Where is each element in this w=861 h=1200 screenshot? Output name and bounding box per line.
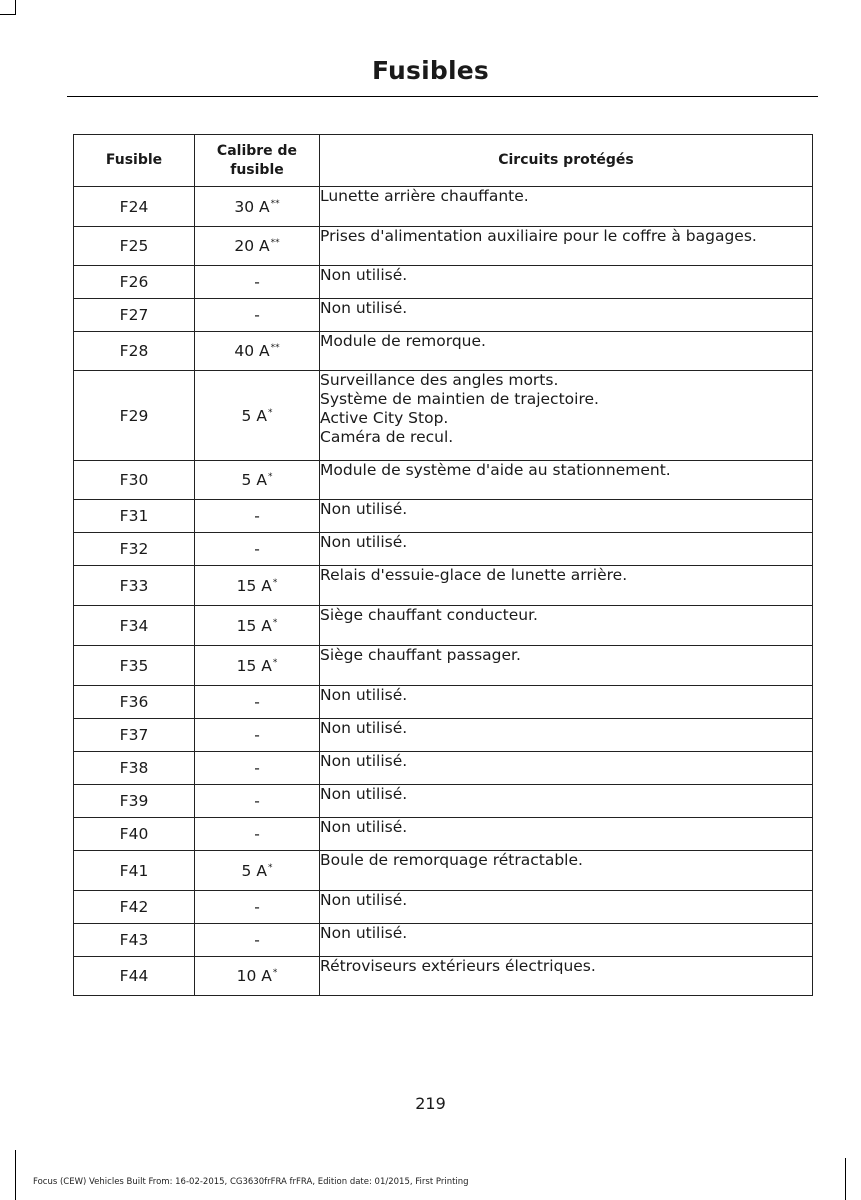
circuit-line: Lunette arrière chauffante. (320, 187, 529, 205)
fuse-id: F35 (74, 646, 195, 686)
table-row (74, 566, 813, 606)
circuits-cell (320, 533, 813, 566)
circuits-cell (320, 686, 813, 719)
circuit-line: Relais d'essuie-glace de lunette arrière. (320, 566, 628, 584)
page-number: 219 (415, 1094, 446, 1113)
rating-footnote-mark: ** (270, 198, 280, 209)
fuse-id: F41 (74, 851, 195, 891)
fuse-rating-cell (195, 500, 320, 533)
fuse-id: F38 (74, 752, 195, 785)
circuit-line: Non utilisé. (320, 924, 408, 942)
fuse-rating: 40 A (234, 342, 270, 360)
table-row (74, 266, 813, 299)
header-rating: Calibre de fusible (195, 135, 320, 187)
circuit-line: Boule de remorquage rétractable. (320, 851, 583, 869)
fuse-id: F43 (74, 924, 195, 957)
circuits-cell (320, 851, 813, 891)
circuit-line: Non utilisé. (320, 299, 408, 317)
table-row (74, 686, 813, 719)
table-row (74, 785, 813, 818)
fuse-rating-cell (195, 646, 320, 686)
table-row (74, 891, 813, 924)
rating-footnote-mark: * (272, 657, 278, 668)
fuse-id: F42 (74, 891, 195, 924)
fuse-rating: - (254, 931, 260, 949)
rating-footnote-mark: * (267, 862, 273, 873)
fuse-id: F29 (74, 371, 195, 461)
circuits-cell (320, 752, 813, 785)
circuits-cell (320, 606, 813, 646)
circuits-cell (320, 719, 813, 752)
fuse-rating: 5 A (241, 406, 267, 425)
circuit-line: Non utilisé. (320, 686, 408, 704)
circuit-line: Prises d'alimentation auxiliaire pour le coffre à bagages. (320, 227, 757, 245)
fuse-rating-cell (195, 533, 320, 566)
rating-footnote-mark: ** (270, 238, 280, 248)
table-row (74, 818, 813, 851)
crop-mark (15, 1150, 16, 1200)
fuse-rating: 30 A (234, 197, 270, 216)
fuse-id: F34 (74, 606, 195, 646)
circuit-line: Caméra de recul. (320, 428, 454, 446)
circuit-line: Non utilisé. (320, 719, 408, 737)
fuse-id: F33 (74, 566, 195, 606)
rating-footnote-mark: * (272, 577, 278, 588)
rating-footnote-mark: * (267, 407, 273, 418)
fuse-rating-cell (195, 924, 320, 957)
title-divider (67, 96, 818, 97)
circuit-line: Non utilisé. (320, 533, 408, 551)
table-row (74, 461, 813, 500)
circuits-cell (320, 566, 813, 606)
fuse-rating-cell (195, 371, 320, 461)
fuse-id: F31 (74, 500, 195, 533)
circuit-line: Non utilisé. (320, 752, 408, 770)
fuse-rating: - (254, 759, 260, 777)
circuits-cell (320, 957, 813, 996)
circuits-cell (320, 891, 813, 924)
fuse-rating: 20 A (234, 237, 270, 255)
fuse-rating-cell (195, 686, 320, 719)
fuse-rating: - (254, 898, 260, 916)
fuse-rating: - (254, 306, 260, 324)
table-row (74, 752, 813, 785)
fuse-rating-cell (195, 752, 320, 785)
fuse-rating-cell (195, 299, 320, 332)
table-row (74, 924, 813, 957)
fuse-rating-cell (195, 719, 320, 752)
page-title: Fusibles (372, 56, 489, 85)
table-header-row (74, 135, 813, 187)
fuse-id: F28 (74, 332, 195, 371)
fuse-id: F39 (74, 785, 195, 818)
table-row (74, 187, 813, 227)
crop-mark (845, 1158, 846, 1200)
fuse-rating-cell (195, 818, 320, 851)
fuse-rating-cell (195, 187, 320, 227)
crop-mark (0, 14, 16, 15)
fuse-table (73, 134, 813, 996)
table-row (74, 851, 813, 891)
crop-mark (15, 0, 16, 14)
table-row (74, 606, 813, 646)
fuse-rating: 10 A (236, 967, 272, 985)
fuse-rating: 15 A (236, 616, 272, 635)
fuse-id: F36 (74, 686, 195, 719)
fuse-rating: 5 A (241, 471, 267, 489)
circuit-line: Surveillance des angles morts. (320, 371, 559, 389)
fuse-id: F27 (74, 299, 195, 332)
table-row (74, 332, 813, 371)
fuse-rating-cell (195, 957, 320, 996)
table-row (74, 500, 813, 533)
circuit-line: Siège chauffant conducteur. (320, 606, 538, 624)
circuit-line: Non utilisé. (320, 818, 408, 836)
fuse-rating-cell (195, 266, 320, 299)
circuit-line: Module de remorque. (320, 332, 486, 350)
fuse-id: F44 (74, 957, 195, 996)
fuse-id: F24 (74, 187, 195, 227)
fuse-id: F30 (74, 461, 195, 500)
table-row (74, 533, 813, 566)
fuse-id: F25 (74, 227, 195, 266)
circuits-cell (320, 227, 813, 266)
header-fuse: Fusible (74, 135, 195, 187)
rating-footnote-mark: ** (270, 343, 280, 353)
fuse-table-body (74, 187, 813, 996)
fuse-rating: - (254, 273, 260, 291)
circuit-line: Module de système d'aide au stationnement. (320, 461, 671, 479)
circuits-cell (320, 461, 813, 500)
rating-footnote-mark: * (267, 472, 273, 482)
fuse-rating-cell (195, 891, 320, 924)
table-row (74, 227, 813, 266)
table-row (74, 719, 813, 752)
fuse-rating: - (254, 507, 260, 525)
fuse-rating: - (254, 693, 260, 711)
circuit-line: Non utilisé. (320, 500, 408, 518)
circuit-line: Active City Stop. (320, 409, 449, 427)
table-row (74, 299, 813, 332)
circuits-cell (320, 187, 813, 227)
circuits-cell (320, 371, 813, 461)
circuits-cell (320, 332, 813, 371)
fuse-rating-cell (195, 332, 320, 371)
circuit-line: Rétroviseurs extérieurs électriques. (320, 957, 596, 975)
circuits-cell (320, 500, 813, 533)
fuse-rating: 15 A (236, 656, 272, 675)
fuse-id: F32 (74, 533, 195, 566)
table-row (74, 646, 813, 686)
circuits-cell (320, 646, 813, 686)
circuit-line: Non utilisé. (320, 891, 408, 909)
circuits-cell (320, 818, 813, 851)
fuse-rating-cell (195, 851, 320, 891)
fuse-rating-cell (195, 227, 320, 266)
table-row (74, 371, 813, 461)
circuits-cell (320, 785, 813, 818)
rating-footnote-mark: * (272, 617, 278, 628)
header-circuits: Circuits protégés (320, 135, 813, 187)
circuits-cell (320, 266, 813, 299)
circuit-line: Siège chauffant passager. (320, 646, 521, 664)
fuse-rating: - (254, 792, 260, 810)
circuits-cell (320, 924, 813, 957)
circuit-line: Non utilisé. (320, 266, 408, 284)
circuit-line: Non utilisé. (320, 785, 408, 803)
fuse-rating: 5 A (241, 861, 267, 880)
fuse-id: F40 (74, 818, 195, 851)
circuit-line: Système de maintien de trajectoire. (320, 390, 599, 408)
fuse-rating: - (254, 726, 260, 744)
rating-footnote-mark: * (272, 968, 278, 978)
fuse-rating-cell (195, 606, 320, 646)
fuse-rating-cell (195, 566, 320, 606)
fuse-rating: - (254, 825, 260, 843)
fuse-id: F37 (74, 719, 195, 752)
fuse-id: F26 (74, 266, 195, 299)
fuse-rating-cell (195, 461, 320, 500)
table-row (74, 957, 813, 996)
fuse-rating: - (254, 540, 260, 558)
fuse-rating: 15 A (236, 576, 272, 595)
circuits-cell (320, 299, 813, 332)
fuse-rating-cell (195, 785, 320, 818)
footer-text: Focus (CEW) Vehicles Built From: 16-02-2015, CG3630frFRA frFRA, Edition date: 01/2015, First Printing (33, 1177, 469, 1187)
